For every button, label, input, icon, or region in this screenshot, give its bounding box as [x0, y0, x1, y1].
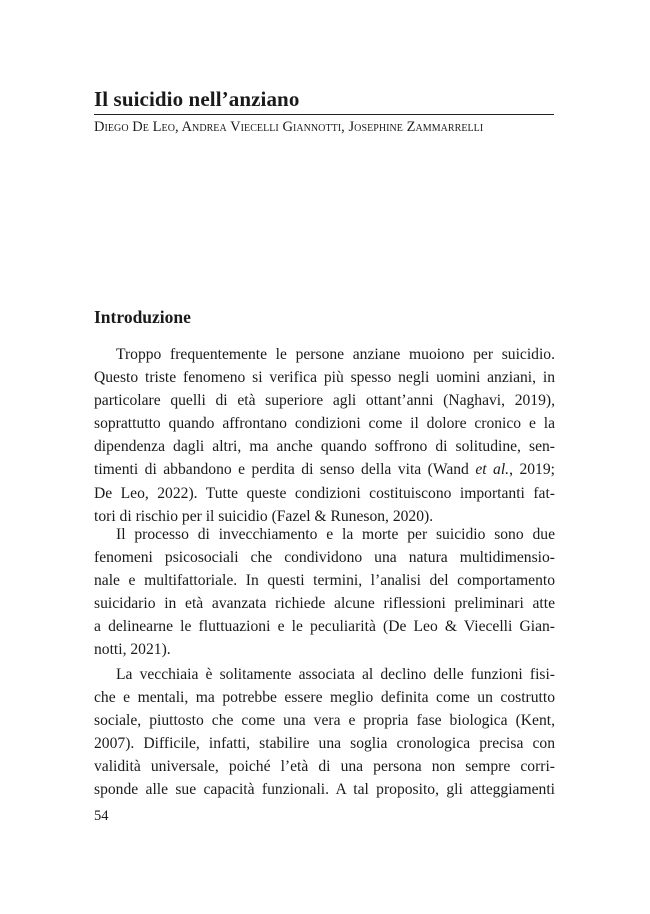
text-line: Il processo di invecchiamento e la morte per suicidio sono due [116, 526, 555, 543]
text-line: sponde alle sue capacità funzionali. A tal proposito, gli atteggiamenti [94, 781, 555, 799]
text-line: Troppo frequentemente le persone anziane muoiono per suicidio. [116, 346, 555, 363]
text-line: validità universale, poiché l’età di una persona non sempre corri- [94, 758, 555, 776]
text-line: notti, 2021). [94, 641, 171, 659]
text-line: sociale, piuttosto che come una vera e propria fase biologica (Kent, [94, 712, 555, 730]
section-heading: Introduzione [94, 307, 191, 327]
text-line: 2007). Difficile, infatti, stabilire una soglia cronologica precisa con [94, 735, 555, 753]
text-line: De Leo, 2022). Tutte queste condizioni costituiscono importanti fat- [94, 484, 555, 502]
text-line: soprattutto quando affrontano condizioni come il dolore cronico e la [94, 415, 555, 433]
citation-italic: et al. [475, 461, 510, 479]
text-line: fenomeni psicosociali che condividono una natura multidimensio- [94, 549, 555, 567]
text-line: nale e multifattoriale. In questi termini, l’analisi del comportamento [94, 572, 555, 590]
text-line: dipendenza dagli altri, ma anche quando soffrono di solitudine, sen- [94, 438, 555, 456]
text-line: La vecchiaia è solitamente associata al declino delle funzioni fisi- [116, 666, 555, 683]
text-line: timenti di abbandono e perdita di senso della vita (Wand et al., 2019; [94, 461, 555, 479]
text-line: che e mentali, ma potrebbe essere meglio definita come un costrutto [94, 689, 555, 707]
chapter-authors: Diego De Leo, Andrea Viecelli Giannotti, Josephine Zammarrelli [94, 119, 484, 135]
chapter-title: Il suicidio nell’anziano [94, 87, 300, 111]
paragraph-2 [94, 523, 555, 662]
text-line: particolare quelli di età superiore agli ottant’anni (Naghavi, 2019), [94, 392, 555, 410]
text-line: Questo triste fenomeno si verifica più spesso negli uomini anziani, in [94, 369, 555, 387]
text-line: a delinearne le fluttuazioni e le peculiarità (De Leo & Viecelli Gian- [94, 618, 555, 636]
text-line: tori di rischio per il suicidio (Fazel & Runeson, 2020). [94, 507, 434, 525]
title-rule [94, 114, 554, 115]
text-line: suicidario in età avanzata richiede alcune riflessioni preliminari atte [94, 595, 555, 613]
page-number: 54 [94, 808, 109, 824]
paragraph-3 [94, 663, 555, 802]
paragraph-1 [94, 343, 555, 528]
